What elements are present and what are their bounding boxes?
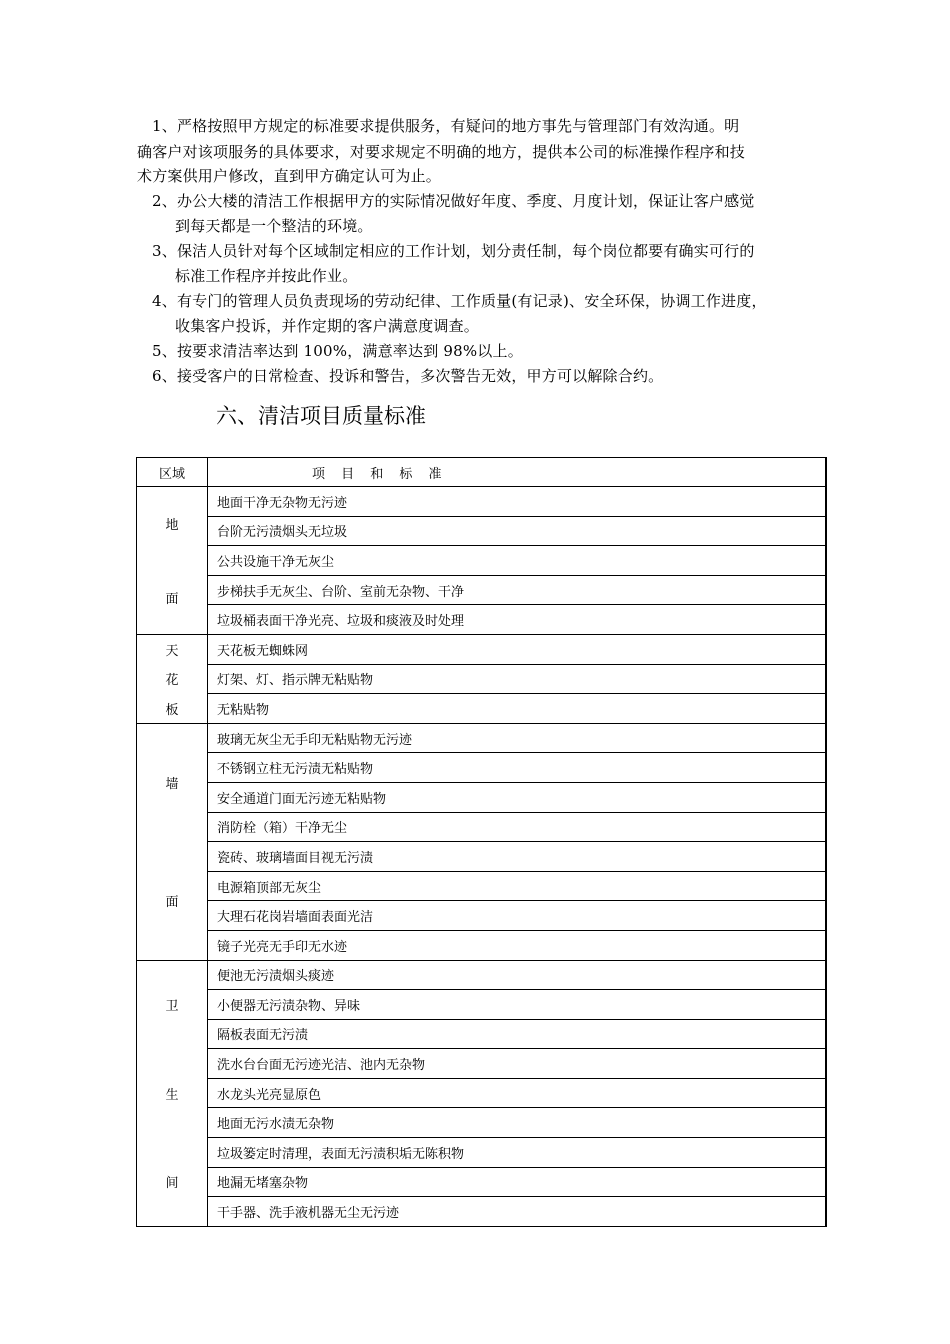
standard-item: 干手器、洗手液机器无尘无污迹	[208, 1197, 827, 1227]
region-label	[137, 487, 207, 634]
standard-item: 镜子光亮无手印无水迹	[208, 930, 827, 960]
para-4-line-2: 收集客户投诉，并作定期的客户满意度调查。	[175, 317, 480, 335]
region-char: 面	[165, 591, 179, 607]
table-row	[137, 753, 827, 783]
region-label	[137, 961, 207, 1226]
region-char: 面	[165, 895, 179, 911]
standard-item: 灯架、灯、指示牌无粘贴物	[208, 664, 827, 694]
region-cell	[137, 960, 208, 1226]
table-row	[137, 1078, 827, 1108]
standard-item: 瓷砖、玻璃墙面目视无污渍	[208, 842, 827, 872]
para-1-line-3: 术方案供用户修改，直到甲方确定认可为止。	[137, 167, 442, 185]
region-cell	[137, 723, 208, 960]
standard-item: 隔板表面无污渍	[208, 1019, 827, 1049]
table-row	[137, 1138, 827, 1168]
para-4-line-1: 4、有专门的管理人员负责现场的劳动纪律、工作质量(有记录)、安全环保，协调工作进度，	[152, 292, 767, 310]
table-row	[137, 664, 827, 694]
region-char: 墙	[165, 777, 179, 793]
region-char: 板	[165, 702, 179, 718]
para-3-line-2: 标准工作程序并按此作业。	[175, 267, 358, 285]
region-char: 花	[165, 673, 179, 689]
table-row	[137, 723, 827, 753]
region-cell	[137, 634, 208, 723]
standard-item: 无粘贴物	[208, 694, 827, 724]
standard-item: 地漏无堵塞杂物	[208, 1167, 827, 1197]
standard-item: 台阶无污渍烟头无垃圾	[208, 516, 827, 546]
standard-item: 安全通道门面无污迹无粘贴物	[208, 782, 827, 812]
table-row	[137, 812, 827, 842]
para-6: 6、接受客户的日常检查、投诉和警告，多次警告无效，甲方可以解除合约。	[152, 367, 664, 385]
standard-item: 消防栓（箱）干净无尘	[208, 812, 827, 842]
table-row	[137, 546, 827, 576]
quality-standards-table	[136, 457, 827, 1227]
table-row	[137, 1167, 827, 1197]
region-label	[137, 635, 207, 723]
standard-item: 地面无污水渍无杂物	[208, 1108, 827, 1138]
standard-item: 垃圾篓定时清理，表面无污渍积垢无陈积物	[208, 1138, 827, 1168]
table-row	[137, 634, 827, 664]
table-row	[137, 960, 827, 990]
table-row	[137, 782, 827, 812]
standard-item: 不锈钢立柱无污渍无粘贴物	[208, 753, 827, 783]
region-char: 卫	[165, 999, 179, 1015]
standard-item: 垃圾桶表面干净光亮、垃圾和痰液及时处理	[208, 605, 827, 635]
table-row	[137, 1019, 827, 1049]
para-2-line-1: 2、办公大楼的清洁工作根据甲方的实际情况做好年度、季度、月度计划，保证让客户感觉	[152, 192, 755, 210]
table-row	[137, 575, 827, 605]
table-row	[137, 901, 827, 931]
table-row	[137, 990, 827, 1020]
standard-item: 小便器无污渍杂物、异味	[208, 990, 827, 1020]
table-row	[137, 1049, 827, 1079]
table-row	[137, 516, 827, 546]
standard-item: 洗水台台面无污迹光洁、池内无杂物	[208, 1049, 827, 1079]
para-1-line-1: 1、严格按照甲方规定的标准要求提供服务，有疑问的地方事先与管理部门有效沟通。明	[152, 117, 740, 135]
table-row	[137, 871, 827, 901]
table-row	[137, 1197, 827, 1227]
standard-item: 地面干净无杂物无污迹	[208, 487, 827, 517]
standard-item: 水龙头光亮显原色	[208, 1078, 827, 1108]
para-1-line-2: 确客户对该项服务的具体要求，对要求规定不明确的地方，提供本公司的标准操作程序和技	[137, 143, 746, 161]
table-row	[137, 694, 827, 724]
region-char: 天	[165, 644, 179, 660]
region-char: 间	[165, 1176, 179, 1192]
standard-item: 步梯扶手无灰尘、台阶、室前无杂物、干净	[208, 575, 827, 605]
region-char: 生	[165, 1087, 179, 1103]
standard-item: 便池无污渍烟头痰迹	[208, 960, 827, 990]
region-label	[137, 724, 207, 960]
region-cell	[137, 487, 208, 635]
table-row	[137, 487, 827, 517]
table-header-row	[137, 458, 827, 487]
header-region: 区域	[137, 458, 208, 487]
para-3-line-1: 3、保洁人员针对每个区域制定相应的工作计划，划分责任制，每个岗位都要有确实可行的	[152, 242, 755, 260]
para-5: 5、按要求清洁率达到 100%，满意率达到 98%以上。	[152, 342, 523, 360]
table-row	[137, 930, 827, 960]
table-row	[137, 1108, 827, 1138]
standard-item: 天花板无蜘蛛网	[208, 634, 827, 664]
standard-item: 玻璃无灰尘无手印无粘贴物无污迹	[208, 723, 827, 753]
region-char: 地	[165, 518, 179, 534]
header-items: 项 目 和 标 准	[208, 458, 827, 487]
standard-item: 大理石花岗岩墙面表面光洁	[208, 901, 827, 931]
table-row	[137, 842, 827, 872]
table-row	[137, 605, 827, 635]
standard-item: 公共设施干净无灰尘	[208, 546, 827, 576]
standard-item: 电源箱顶部无灰尘	[208, 871, 827, 901]
para-2-line-2: 到每天都是一个整洁的环境。	[175, 217, 373, 235]
section-heading: 六、清洁项目质量标准	[216, 404, 426, 428]
